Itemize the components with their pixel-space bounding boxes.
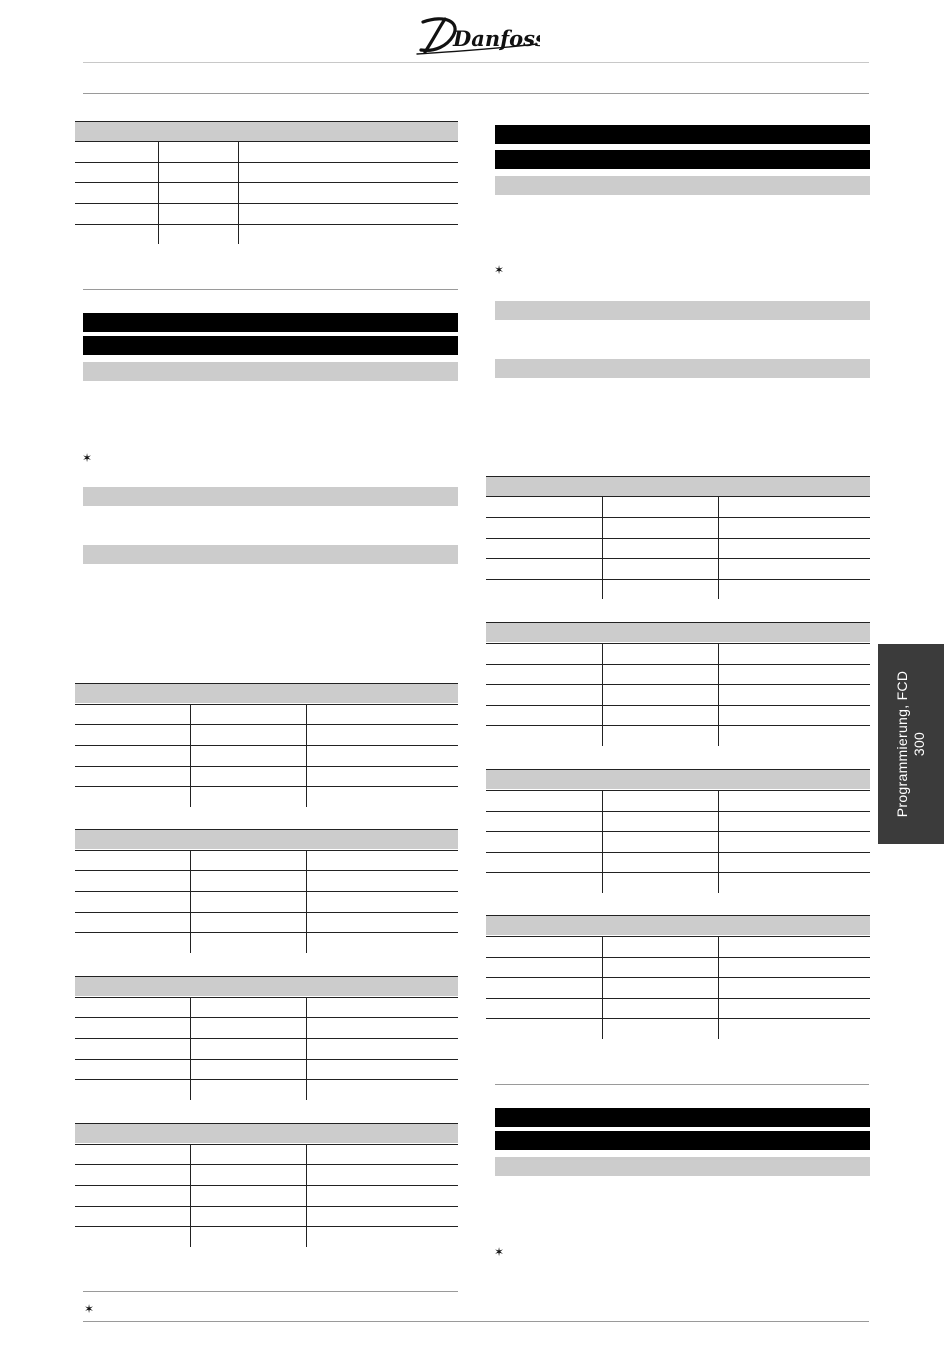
section-bar [495, 150, 870, 169]
parameter-subheader [495, 176, 870, 195]
parameter-subheader [83, 487, 458, 506]
star-icon: ✶ [494, 1245, 505, 1259]
right-table-c3 [486, 769, 870, 893]
star-icon: ✶ [84, 1302, 95, 1316]
table-header [75, 121, 458, 141]
left-table-b2 [75, 829, 458, 953]
left-table-b4 [75, 1123, 458, 1247]
parameter-subheader [495, 359, 870, 378]
parameter-subheader [83, 545, 458, 564]
table-header [75, 683, 458, 703]
section-bar [83, 313, 458, 332]
table-header [486, 915, 870, 935]
chapter-side-tab-label [894, 671, 928, 818]
divider [83, 289, 458, 290]
footer-rule [83, 1321, 869, 1322]
danfoss-logo [415, 14, 540, 56]
section-bar [83, 336, 458, 355]
table-header [486, 622, 870, 642]
parameter-subheader [495, 301, 870, 320]
right-table-c4 [486, 915, 870, 1039]
chapter-side-tab [878, 644, 944, 844]
table-header [75, 1123, 458, 1143]
side-tab-line1: Programmierung, FCD [894, 670, 910, 818]
star-icon: ✶ [82, 451, 93, 465]
left-table-a [75, 121, 458, 244]
table-header [75, 976, 458, 996]
side-tab-line2: 300 [911, 731, 927, 757]
section-bar [495, 1131, 870, 1150]
logo-wordmark: Danfoss [453, 26, 540, 51]
right-table-c2 [486, 622, 870, 746]
parameter-subheader [495, 1157, 870, 1176]
left-table-b3 [75, 976, 458, 1100]
left-table-b1 [75, 683, 458, 807]
table-header [486, 769, 870, 789]
divider [83, 1291, 458, 1292]
table-header [75, 829, 458, 849]
danfoss-logo-icon [415, 14, 540, 56]
right-table-c1 [486, 476, 870, 599]
star-icon: ✶ [494, 263, 505, 277]
header-rule-bottom [83, 93, 869, 94]
table-header [486, 476, 870, 496]
section-bar [495, 1108, 870, 1127]
divider [495, 1084, 869, 1085]
section-bar [495, 125, 870, 144]
header-rule-top [83, 62, 869, 63]
parameter-subheader [83, 362, 458, 381]
